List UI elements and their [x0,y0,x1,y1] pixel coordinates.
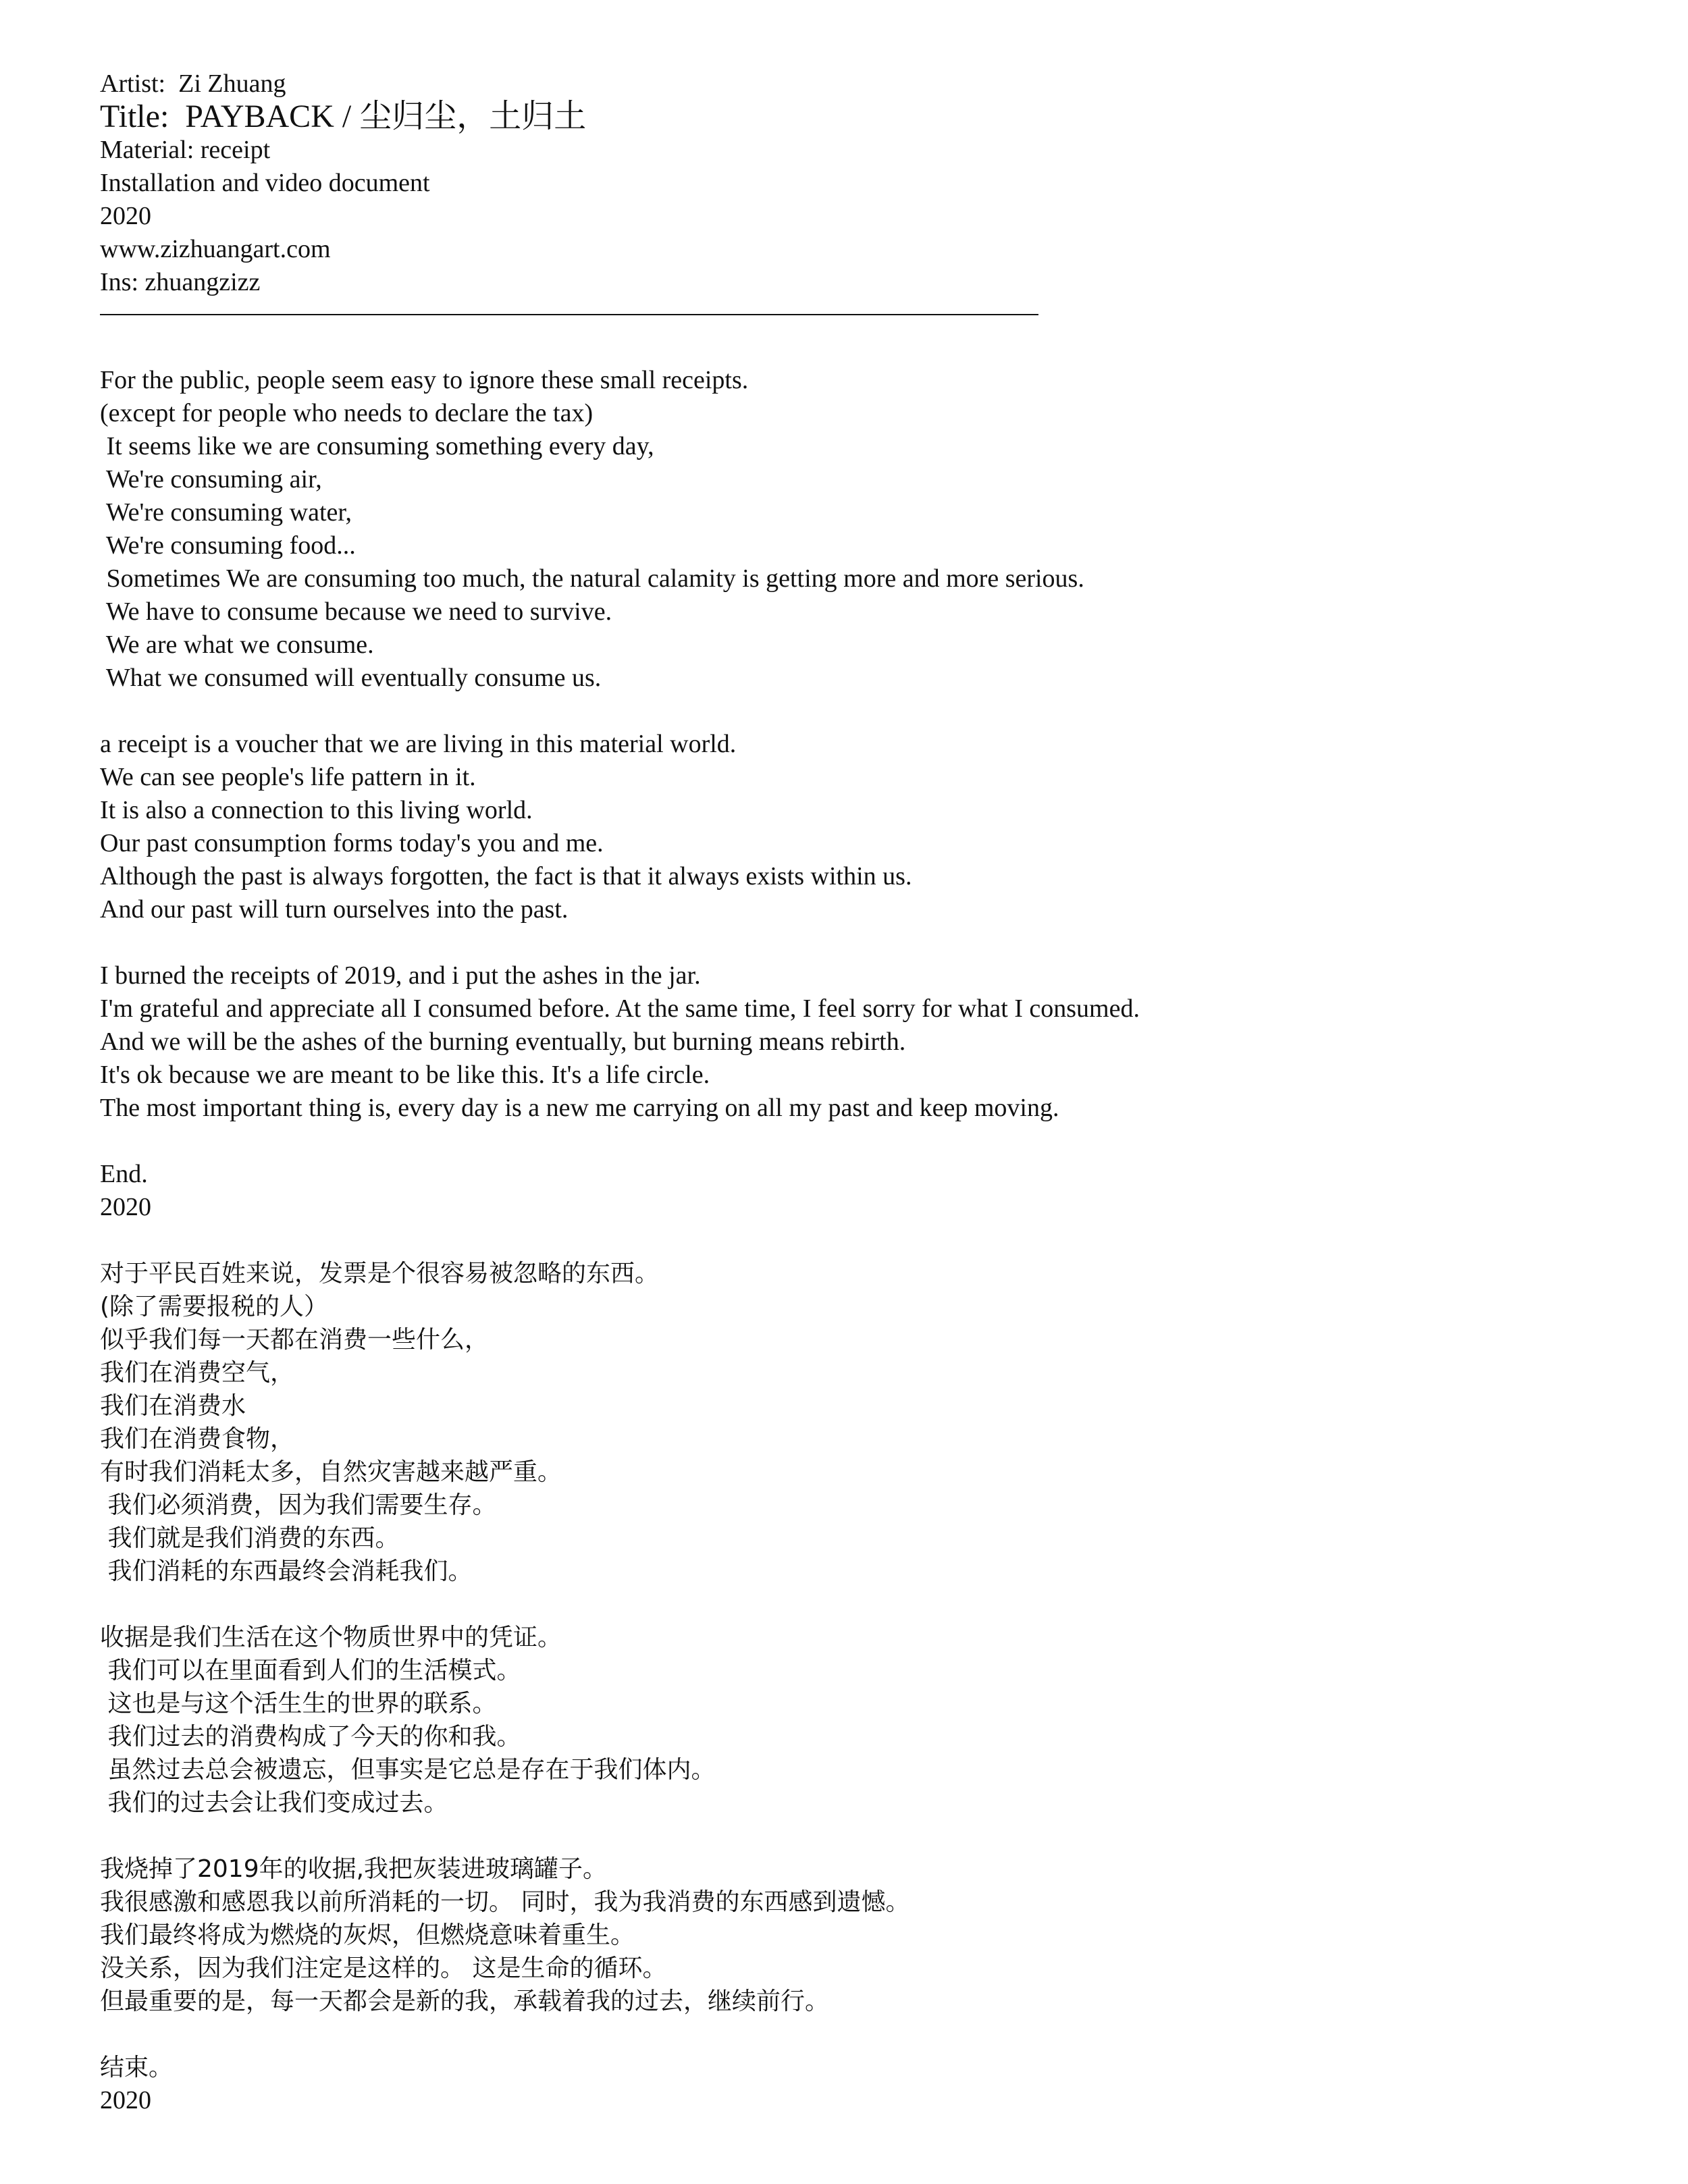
text-line: We have to consume because we need to survive. [100,597,612,626]
paragraph-gap [100,1819,1653,1853]
chinese-paragraph-1 [100,1257,1653,1588]
text-line: 我很感激和感恩我以前所消耗的一切。 同时，我为我消费的东西感到遗憾。 [100,1888,910,1916]
text-line: 我们消耗的东西最终会消耗我们。 [100,1557,473,1585]
text-line: 我们在消费食物， [100,1425,295,1453]
text-line: 我们最终将成为燃烧的灰烬，但燃烧意味着重生。 [100,1921,635,1949]
instagram-line: Ins: zhuangzizz [100,268,261,296]
paragraph-gap [100,695,1653,728]
text-line: Our past consumption forms today's you and me. [100,829,604,857]
text-line: 有时我们消耗太多，自然灾害越来越严重。 [100,1458,562,1486]
text-line: 我们就是我们消费的东西。 [100,1524,400,1552]
text-line: And our past will turn ourselves into the past. [100,895,569,924]
material-line: Material: receipt [100,136,271,164]
text-line: What we consumed will eventually consume us. [100,664,602,692]
paragraph-gap [100,1588,1653,1621]
title-line: Title: PAYBACK / 尘归尘，土归土 [100,99,587,134]
text-line: 我烧掉了2019年的收据,我把灰装进玻璃罐子。 [100,1855,608,1883]
english-paragraph-2 [100,728,1653,926]
text-line: 虽然过去总会被遗忘，但事实是它总是存在于我们体内。 [100,1756,716,1784]
english-end-year: 2020 [100,1193,151,1221]
english-statement [100,364,1653,1224]
medium-line: Installation and video document [100,169,430,197]
text-line: 但最重要的是，每一天都会是新的我，承载着我的过去，继续前行。 [100,1988,830,2015]
text-line: 我们在消费空气， [100,1359,295,1387]
text-line: We are what we consume. [100,631,374,659]
paragraph-gap [100,926,1653,959]
website-line: www.zizhuangart.com [100,235,331,263]
chinese-paragraph-3 [100,1853,1653,2018]
text-line: 收据是我们生活在这个物质世界中的凭证。 [100,1624,562,1651]
year-line: 2020 [100,202,151,230]
chinese-end-year: 2020 [100,2086,151,2114]
text-line: 我们过去的消费构成了今天的你和我。 [100,1723,521,1751]
text-line: The most important thing is, every day is a new me carrying on all my past and keep moving. [100,1094,1059,1122]
paragraph-gap [100,1125,1653,1158]
text-line: We're consuming air, [100,465,322,494]
text-line: It's ok because we are meant to be like this. It's a life circle. [100,1061,710,1089]
chinese-statement [100,1257,1653,2117]
text-line: a receipt is a voucher that we are living in this material world. [100,730,737,758]
text-line: 没关系，因为我们注定是这样的。 这是生命的循环。 [100,1954,667,1982]
text-line: (除了需要报税的人） [100,1293,329,1321]
header-block [100,68,1653,315]
english-paragraph-3 [100,959,1653,1125]
section-gap [100,1224,1653,1257]
text-line: 我们的过去会让我们变成过去。 [100,1789,448,1817]
text-line: I'm grateful and appreciate all I consumed before. At the same time, I feel sorry for what I consumed. [100,994,1140,1023]
text-line: (except for people who needs to declare the tax) [100,399,594,427]
english-end: End. [100,1160,148,1188]
divider-rule [100,314,1038,315]
text-line: 这也是与这个活生生的世界的联系。 [100,1690,497,1717]
chinese-end: 结束。 [100,2054,174,2081]
text-line: It seems like we are consuming something every day, [100,432,654,460]
text-line: It is also a connection to this living world. [100,796,533,824]
text-line: For the public, people seem easy to ignore these small receipts. [100,366,749,394]
text-line: 我们在消费水 [100,1392,246,1420]
text-line: 对于平民百姓来说，发票是个很容易被忽略的东西。 [100,1260,660,1287]
chinese-paragraph-2 [100,1621,1653,1819]
english-paragraph-1 [100,364,1653,695]
document-page [100,68,1653,2117]
text-line: 似乎我们每一天都在消费一些什么， [100,1326,490,1354]
text-line: 我们必须消费，因为我们需要生存。 [100,1491,497,1519]
text-line: And we will be the ashes of the burning eventually, but burning means rebirth. [100,1028,906,1056]
text-line: We're consuming food... [100,531,356,560]
text-line: 我们可以在里面看到人们的生活模式。 [100,1657,521,1684]
artist-line: Artist: Zi Zhuang [100,70,286,98]
text-line: Sometimes We are consuming too much, the natural calamity is getting more and more serious. [100,564,1084,593]
paragraph-gap [100,2018,1653,2051]
text-line: Although the past is always forgotten, the fact is that it always exists within us. [100,862,912,890]
text-line: I burned the receipts of 2019, and i put the ashes in the jar. [100,961,701,990]
text-line: We can see people's life pattern in it. [100,763,476,791]
text-line: We're consuming water, [100,498,352,527]
